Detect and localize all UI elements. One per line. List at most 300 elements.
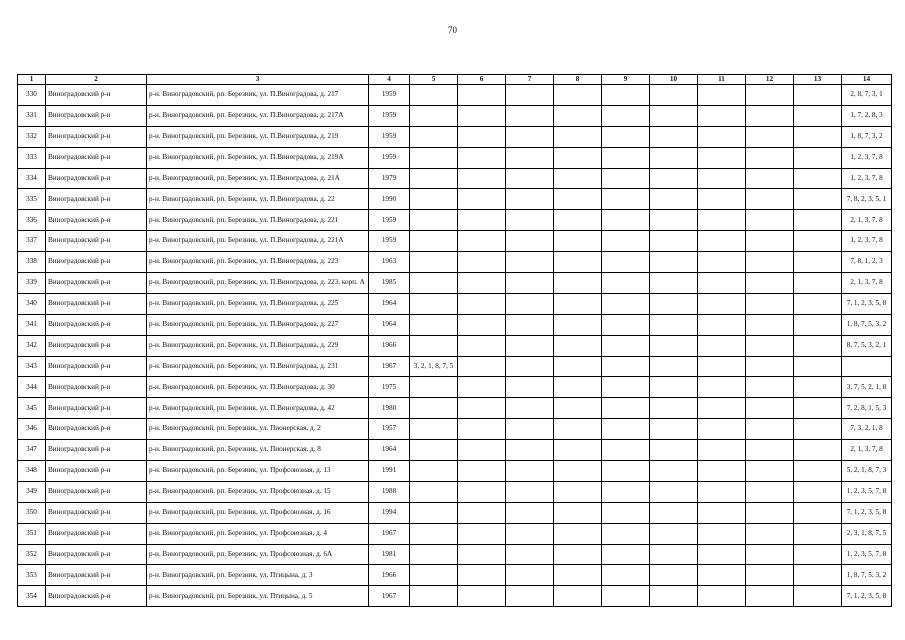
column-11-cell [698, 481, 746, 502]
district-cell: Виноградовский р-н [46, 335, 147, 356]
column-13-cell [794, 231, 842, 252]
column-5-cell [410, 481, 458, 502]
district-cell: Виноградовский р-н [46, 126, 147, 147]
column-10-cell [650, 565, 698, 586]
address-cell: р-н. Виноградовский, рп. Березник, ул. Профсоюзная, д. 16 [147, 502, 369, 523]
address-cell: р-н. Виноградовский, рп. Березник, ул. П.Виноградова, д. 30 [147, 377, 369, 398]
year-cell: 1959 [369, 126, 410, 147]
address-cell: р-н. Виноградовский, рп. Березник, ул. Профсоюзная, д. 13 [147, 461, 369, 482]
column-14-cell: 5, 2, 1, 8, 7, 3 [842, 461, 892, 482]
table-row [18, 105, 892, 126]
column-6-cell [458, 544, 506, 565]
column-10-cell [650, 502, 698, 523]
column-8-cell [554, 231, 602, 252]
column-13-cell [794, 523, 842, 544]
district-cell: Виноградовский р-н [46, 189, 147, 210]
district-cell: Виноградовский р-н [46, 231, 147, 252]
table-row [18, 273, 892, 294]
column-6-cell [458, 189, 506, 210]
district-cell: Виноградовский р-н [46, 523, 147, 544]
column-6-cell [458, 356, 506, 377]
column-11-cell [698, 461, 746, 482]
table-row [18, 440, 892, 461]
address-cell: р-н. Виноградовский, рп. Березник, ул. П.Виноградова, д. 223 [147, 252, 369, 273]
column-7-cell [506, 168, 554, 189]
table-row [18, 314, 892, 335]
column-8-cell [554, 419, 602, 440]
table-row [18, 126, 892, 147]
column-5-cell [410, 565, 458, 586]
column-7-cell [506, 377, 554, 398]
column-5-cell [410, 210, 458, 231]
column-14-cell: 7, 1, 2, 3, 5, 8 [842, 586, 892, 607]
column-8-cell [554, 252, 602, 273]
column-14-cell: 1, 8, 7, 3, 2 [842, 126, 892, 147]
column-14-cell: 7, 3, 2, 1, 8 [842, 419, 892, 440]
year-cell: 1966 [369, 565, 410, 586]
year-cell: 1957 [369, 419, 410, 440]
address-cell: р-н. Виноградовский, рп. Березник, ул. П.Виноградова, д. 221 [147, 210, 369, 231]
column-9-cell [602, 168, 650, 189]
column-5-cell [410, 419, 458, 440]
column-5-cell: 3, 2, 1, 8, 7, 5 [410, 356, 458, 377]
column-12-cell [746, 523, 794, 544]
row-number-cell: 348 [18, 461, 46, 482]
column-11-cell [698, 147, 746, 168]
column-7-cell [506, 293, 554, 314]
row-number-cell: 349 [18, 481, 46, 502]
column-12-cell [746, 335, 794, 356]
district-cell: Виноградовский р-н [46, 105, 147, 126]
column-10-cell [650, 461, 698, 482]
column-12-cell [746, 210, 794, 231]
column-7-cell [506, 523, 554, 544]
column-8-cell [554, 481, 602, 502]
column-7-cell [506, 440, 554, 461]
district-cell: Виноградовский р-н [46, 293, 147, 314]
header-cell: 2 [46, 75, 147, 85]
column-6-cell [458, 481, 506, 502]
column-9-cell [602, 481, 650, 502]
address-cell: р-н. Виноградовский, рп. Березник, ул. Пионерская, д. 2 [147, 419, 369, 440]
column-6-cell [458, 565, 506, 586]
table-row [18, 85, 892, 106]
column-9-cell [602, 126, 650, 147]
column-11-cell [698, 273, 746, 294]
column-6-cell [458, 273, 506, 294]
column-5-cell [410, 126, 458, 147]
column-10-cell [650, 293, 698, 314]
row-number-cell: 334 [18, 168, 46, 189]
column-9-cell [602, 147, 650, 168]
address-cell: р-н. Виноградовский, рп. Березник, ул. Птицына, д. 3 [147, 565, 369, 586]
column-10-cell [650, 189, 698, 210]
column-10-cell [650, 419, 698, 440]
column-6-cell [458, 419, 506, 440]
column-14-cell: 1, 7, 2, 8, 3 [842, 105, 892, 126]
column-5-cell [410, 189, 458, 210]
row-number-cell: 354 [18, 586, 46, 607]
column-11-cell [698, 335, 746, 356]
table-row [18, 356, 892, 377]
row-number-cell: 337 [18, 231, 46, 252]
column-7-cell [506, 210, 554, 231]
column-9-cell [602, 523, 650, 544]
address-cell: р-н. Виноградовский, рп. Березник, ул. П.Виноградова, д. 225 [147, 293, 369, 314]
table-header [18, 75, 892, 85]
column-13-cell [794, 168, 842, 189]
district-cell: Виноградовский р-н [46, 314, 147, 335]
column-6-cell [458, 314, 506, 335]
column-14-cell: 1, 8, 7, 5, 3, 2 [842, 565, 892, 586]
column-14-cell: 1, 2, 3, 5, 7, 8 [842, 544, 892, 565]
column-8-cell [554, 565, 602, 586]
year-cell: 1967 [369, 523, 410, 544]
column-14-cell: 1, 2, 3, 7, 8 [842, 147, 892, 168]
column-10-cell [650, 481, 698, 502]
column-9-cell [602, 565, 650, 586]
column-9-cell [602, 356, 650, 377]
header-cell: 7 [506, 75, 554, 85]
address-cell: р-н. Виноградовский, рп. Березник, ул. П.Виноградова, д. 217 [147, 85, 369, 106]
column-9-cell [602, 502, 650, 523]
column-6-cell [458, 335, 506, 356]
address-cell: р-н. Виноградовский, рп. Березник, ул. П.Виноградова, д. 223, корп. А [147, 273, 369, 294]
year-cell: 1980 [369, 398, 410, 419]
column-14-cell: 1, 2, 3, 7, 8 [842, 168, 892, 189]
header-cell: 3 [147, 75, 369, 85]
column-6-cell [458, 440, 506, 461]
column-12-cell [746, 273, 794, 294]
column-12-cell [746, 565, 794, 586]
column-14-cell: 7, 8, 2, 3, 5, 1 [842, 189, 892, 210]
header-cell: 8 [554, 75, 602, 85]
row-number-cell: 340 [18, 293, 46, 314]
address-cell: р-н. Виноградовский, рп. Березник, ул. П.Виноградова, д. 217А [147, 105, 369, 126]
row-number-cell: 336 [18, 210, 46, 231]
year-cell: 1964 [369, 314, 410, 335]
table-row [18, 293, 892, 314]
district-cell: Виноградовский р-н [46, 440, 147, 461]
column-13-cell [794, 210, 842, 231]
column-5-cell [410, 231, 458, 252]
column-14-cell: 1, 8, 7, 5, 3, 2 [842, 314, 892, 335]
column-5-cell [410, 85, 458, 106]
column-12-cell [746, 544, 794, 565]
column-14-cell: 7, 1, 2, 3, 5, 8 [842, 502, 892, 523]
address-cell: р-н. Виноградовский, рп. Березник, ул. П.Виноградова, д. 221А [147, 231, 369, 252]
column-11-cell [698, 419, 746, 440]
page-number: 70 [448, 25, 457, 35]
column-10-cell [650, 210, 698, 231]
table-row [18, 565, 892, 586]
column-8-cell [554, 147, 602, 168]
column-7-cell [506, 544, 554, 565]
address-cell: р-н. Виноградовский, рп. Березник, ул. П.Виноградова, д. 231 [147, 356, 369, 377]
column-6-cell [458, 377, 506, 398]
column-13-cell [794, 147, 842, 168]
column-14-cell: 7, 8, 1, 2, 3 [842, 252, 892, 273]
column-12-cell [746, 168, 794, 189]
header-cell: 4 [369, 75, 410, 85]
column-13-cell [794, 314, 842, 335]
column-5-cell [410, 502, 458, 523]
column-8-cell [554, 126, 602, 147]
district-cell: Виноградовский р-н [46, 168, 147, 189]
column-5-cell [410, 147, 458, 168]
address-cell: р-н. Виноградовский, рп. Березник, ул. Профсоюзная, д. 4 [147, 523, 369, 544]
column-10-cell [650, 398, 698, 419]
column-10-cell [650, 377, 698, 398]
column-14-cell: 2, 1, 3, 7, 8 [842, 273, 892, 294]
registry-table [17, 74, 892, 607]
column-10-cell [650, 147, 698, 168]
year-cell: 1963 [369, 252, 410, 273]
column-10-cell [650, 356, 698, 377]
district-cell: Виноградовский р-н [46, 398, 147, 419]
column-5-cell [410, 461, 458, 482]
year-cell: 1964 [369, 440, 410, 461]
column-8-cell [554, 440, 602, 461]
district-cell: Виноградовский р-н [46, 252, 147, 273]
table-row [18, 419, 892, 440]
district-cell: Виноградовский р-н [46, 544, 147, 565]
column-8-cell [554, 523, 602, 544]
column-7-cell [506, 231, 554, 252]
column-8-cell [554, 544, 602, 565]
column-11-cell [698, 126, 746, 147]
column-11-cell [698, 565, 746, 586]
column-7-cell [506, 419, 554, 440]
table-row [18, 189, 892, 210]
column-13-cell [794, 461, 842, 482]
column-10-cell [650, 523, 698, 544]
row-number-cell: 332 [18, 126, 46, 147]
row-number-cell: 331 [18, 105, 46, 126]
year-cell: 1988 [369, 481, 410, 502]
column-9-cell [602, 85, 650, 106]
column-10-cell [650, 544, 698, 565]
column-13-cell [794, 273, 842, 294]
district-cell: Виноградовский р-н [46, 461, 147, 482]
table-row [18, 544, 892, 565]
column-7-cell [506, 502, 554, 523]
column-8-cell [554, 85, 602, 106]
district-cell: Виноградовский р-н [46, 419, 147, 440]
column-11-cell [698, 252, 746, 273]
column-6-cell [458, 147, 506, 168]
column-5-cell [410, 273, 458, 294]
row-number-cell: 353 [18, 565, 46, 586]
column-6-cell [458, 126, 506, 147]
header-cell: 12 [746, 75, 794, 85]
table-row [18, 398, 892, 419]
column-13-cell [794, 356, 842, 377]
column-9-cell [602, 335, 650, 356]
column-13-cell [794, 481, 842, 502]
column-10-cell [650, 168, 698, 189]
column-11-cell [698, 210, 746, 231]
address-cell: р-н. Виноградовский, рп. Березник, ул. П.Виноградова, д. 219 [147, 126, 369, 147]
table-row [18, 377, 892, 398]
column-5-cell [410, 335, 458, 356]
column-5-cell [410, 293, 458, 314]
column-11-cell [698, 523, 746, 544]
row-number-cell: 338 [18, 252, 46, 273]
column-5-cell [410, 377, 458, 398]
column-8-cell [554, 586, 602, 607]
district-cell: Виноградовский р-н [46, 502, 147, 523]
column-12-cell [746, 252, 794, 273]
column-14-cell: 1, 2, 3, 7, 8 [842, 231, 892, 252]
column-11-cell [698, 440, 746, 461]
header-cell: 9 [602, 75, 650, 85]
address-cell: р-н. Виноградовский, рп. Березник, ул. П.Виноградова, д. 21А [147, 168, 369, 189]
year-cell: 1959 [369, 210, 410, 231]
row-number-cell: 347 [18, 440, 46, 461]
column-14-cell: 7, 2, 8, 1, 5, 3 [842, 398, 892, 419]
year-cell: 1966 [369, 335, 410, 356]
table-row [18, 147, 892, 168]
address-cell: р-н. Виноградовский, рп. Березник, ул. П.Виноградова, д. 22 [147, 189, 369, 210]
column-7-cell [506, 85, 554, 106]
column-5-cell [410, 168, 458, 189]
address-cell: р-н. Виноградовский, рп. Березник, ул. П.Виноградова, д. 219А [147, 147, 369, 168]
column-9-cell [602, 210, 650, 231]
column-7-cell [506, 252, 554, 273]
column-12-cell [746, 356, 794, 377]
column-8-cell [554, 356, 602, 377]
column-7-cell [506, 586, 554, 607]
column-12-cell [746, 126, 794, 147]
column-6-cell [458, 398, 506, 419]
row-number-cell: 335 [18, 189, 46, 210]
column-5-cell [410, 544, 458, 565]
column-11-cell [698, 377, 746, 398]
column-8-cell [554, 335, 602, 356]
district-cell: Виноградовский р-н [46, 273, 147, 294]
column-5-cell [410, 398, 458, 419]
column-12-cell [746, 314, 794, 335]
column-6-cell [458, 231, 506, 252]
table-row [18, 231, 892, 252]
column-14-cell: 1, 2, 3, 5, 7, 8 [842, 481, 892, 502]
year-cell: 1959 [369, 105, 410, 126]
column-13-cell [794, 440, 842, 461]
header-cell: 6 [458, 75, 506, 85]
column-5-cell [410, 523, 458, 544]
column-5-cell [410, 440, 458, 461]
district-cell: Виноградовский р-н [46, 356, 147, 377]
district-cell: Виноградовский р-н [46, 210, 147, 231]
district-cell: Виноградовский р-н [46, 147, 147, 168]
column-7-cell [506, 356, 554, 377]
column-6-cell [458, 252, 506, 273]
column-14-cell: 2, 1, 3, 7, 8 [842, 210, 892, 231]
district-cell: Виноградовский р-н [46, 586, 147, 607]
district-cell: Виноградовский р-н [46, 377, 147, 398]
row-number-cell: 346 [18, 419, 46, 440]
table-body [18, 85, 892, 607]
column-12-cell [746, 586, 794, 607]
column-6-cell [458, 461, 506, 482]
table-row [18, 523, 892, 544]
column-9-cell [602, 252, 650, 273]
table-row [18, 210, 892, 231]
column-9-cell [602, 105, 650, 126]
column-12-cell [746, 440, 794, 461]
column-7-cell [506, 481, 554, 502]
column-9-cell [602, 314, 650, 335]
column-8-cell [554, 502, 602, 523]
column-9-cell [602, 440, 650, 461]
column-9-cell [602, 273, 650, 294]
column-8-cell [554, 293, 602, 314]
column-6-cell [458, 502, 506, 523]
table-row [18, 502, 892, 523]
column-8-cell [554, 461, 602, 482]
address-cell: р-н. Виноградовский, рп. Березник, ул. П.Виноградова, д. 227 [147, 314, 369, 335]
column-14-cell: 2, 1, 3, 7, 8 [842, 440, 892, 461]
column-11-cell [698, 398, 746, 419]
column-10-cell [650, 314, 698, 335]
year-cell: 1991 [369, 461, 410, 482]
column-9-cell [602, 419, 650, 440]
column-7-cell [506, 147, 554, 168]
table-row [18, 252, 892, 273]
column-14-cell: 2, 3, 1, 8, 7, 5 [842, 523, 892, 544]
column-13-cell [794, 398, 842, 419]
column-10-cell [650, 440, 698, 461]
column-11-cell [698, 293, 746, 314]
row-number-cell: 343 [18, 356, 46, 377]
row-number-cell: 350 [18, 502, 46, 523]
column-12-cell [746, 105, 794, 126]
row-number-cell: 341 [18, 314, 46, 335]
row-number-cell: 352 [18, 544, 46, 565]
district-cell: Виноградовский р-н [46, 481, 147, 502]
column-7-cell [506, 335, 554, 356]
column-8-cell [554, 210, 602, 231]
year-cell: 1959 [369, 147, 410, 168]
column-6-cell [458, 85, 506, 106]
year-cell: 1975 [369, 377, 410, 398]
address-cell: р-н. Виноградовский, рп. Березник, ул. Профсоюзная, д. 15 [147, 481, 369, 502]
column-10-cell [650, 335, 698, 356]
column-11-cell [698, 314, 746, 335]
column-14-cell [842, 356, 892, 377]
column-9-cell [602, 586, 650, 607]
table-row [18, 461, 892, 482]
header-cell: 10 [650, 75, 698, 85]
column-14-cell: 8, 7, 5, 3, 2, 1 [842, 335, 892, 356]
column-6-cell [458, 210, 506, 231]
year-cell: 1967 [369, 586, 410, 607]
address-cell: р-н. Виноградовский, рп. Березник, ул. Птицына, д. 5 [147, 586, 369, 607]
column-9-cell [602, 189, 650, 210]
column-12-cell [746, 189, 794, 210]
column-12-cell [746, 461, 794, 482]
column-12-cell [746, 419, 794, 440]
column-7-cell [506, 105, 554, 126]
column-7-cell [506, 189, 554, 210]
row-number-cell: 344 [18, 377, 46, 398]
header-row [18, 75, 892, 85]
header-cell: 1 [18, 75, 46, 85]
district-cell: Виноградовский р-н [46, 85, 147, 106]
column-7-cell [506, 461, 554, 482]
column-5-cell [410, 314, 458, 335]
